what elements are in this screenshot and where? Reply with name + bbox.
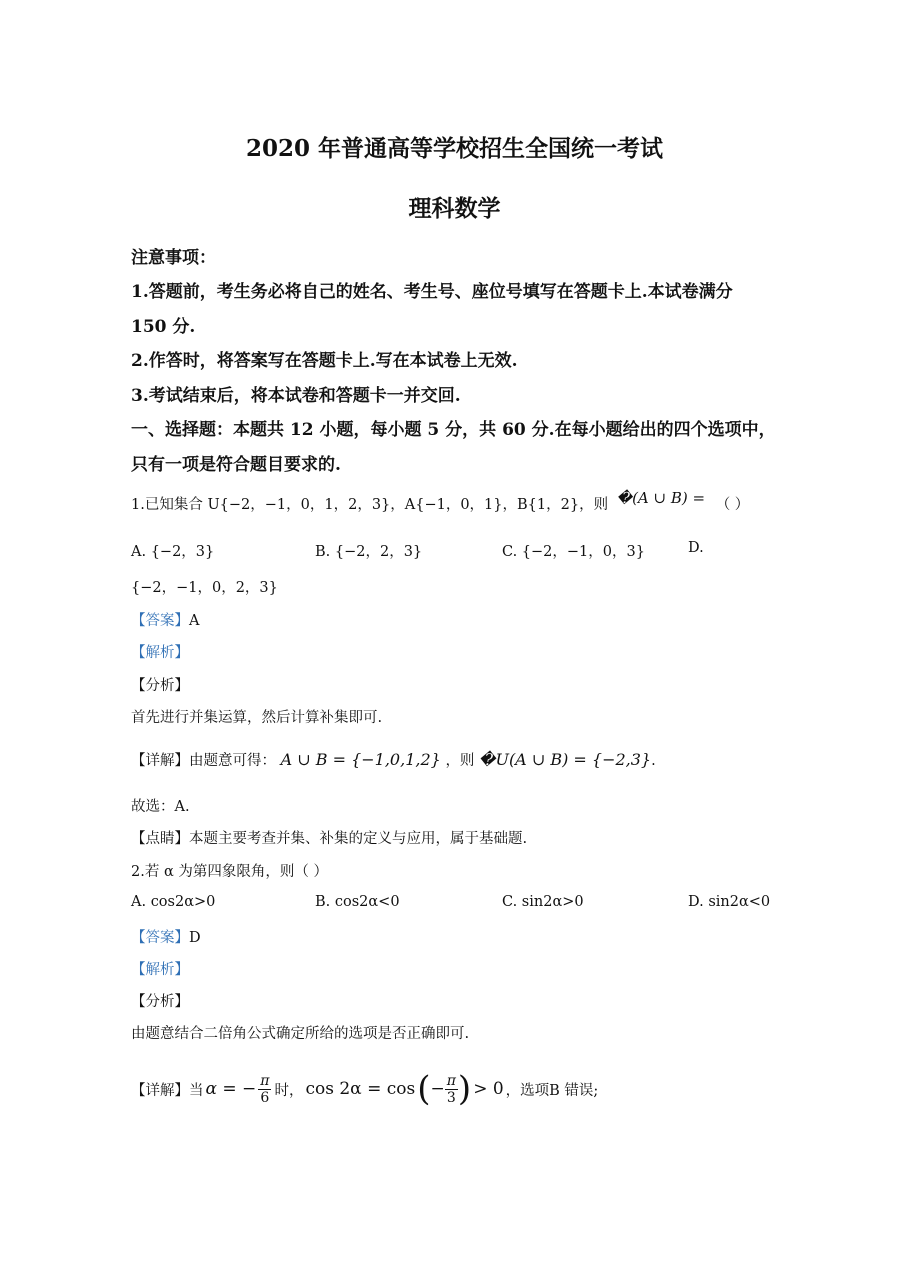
notice-heading: 注意事项： — [131, 248, 216, 268]
q2-frac-den-2: 3 — [446, 1089, 456, 1106]
q2-frac-num: π — [260, 1072, 270, 1089]
q1-stem-math: �(A ∪ B) = — [616, 489, 706, 507]
q1-xiangjie-math2: �U(A ∪ B) = {−2,3} — [479, 750, 652, 769]
page-subtitle: 理科数学 — [408, 195, 501, 222]
q2-answer-value: D — [189, 930, 201, 946]
q2-fenxi: 由题意结合二倍角公式确定所给的选项是否正确即可. — [131, 1026, 470, 1042]
q2-minus: − — [430, 1079, 445, 1099]
q1-xiangjie-math1: A ∪ B = {−1,0,1,2} — [280, 750, 441, 769]
q2-right-paren: ) — [457, 1069, 472, 1109]
q2-fenxi-tag: 【分析】 — [131, 994, 189, 1010]
q2-option-a: A. cos2α>0 — [131, 894, 216, 910]
q2-answer — [131, 926, 201, 947]
q1-dianjing: 【点睛】本题主要考查并集、补集的定义与应用，属于基础题. — [131, 831, 528, 847]
q2-frac-pi-6 — [258, 1073, 271, 1106]
q1-answer-value: A — [189, 613, 200, 629]
q2-gt0: > 0 — [473, 1079, 504, 1099]
q1-option-b: B. {−2，2，3} — [315, 544, 423, 560]
q1-guxuan: 故选：A. — [131, 799, 190, 815]
q1-option-c: C. {−2，−1，0，3} — [502, 544, 645, 560]
q1-fenxi: 首先进行并集运算，然后计算补集即可. — [131, 710, 383, 726]
q1-answer-tag: 【答案】 — [131, 613, 189, 629]
q1-xiangjie-tag: 【详解】由题意可得： — [131, 753, 276, 769]
section-heading: 一、选择题：本题共 12 小题，每小题 5 分，共 60 分.在每小题给出的四个选项中， — [131, 420, 776, 440]
notice-item-3: 3.考试结束后，将本试卷和答题卡一并交回. — [131, 386, 461, 406]
q1-option-d-cont: {−2，−1，0，2，3} — [131, 580, 278, 596]
q1-option-a: A. {−2，3} — [131, 544, 215, 560]
q1-stem-paren: （ ） — [715, 497, 750, 513]
q2-xiangjie-tag: 【详解】当 — [131, 1082, 204, 1099]
q2-cos-expr: cos 2α = cos — [305, 1079, 416, 1099]
section-heading-cont: 只有一项是符合题目要求的. — [131, 455, 341, 475]
q1-xiangjie-mid: ，则 — [445, 753, 475, 769]
q2-option-c: C. sin2α>0 — [502, 894, 584, 910]
q2-option-b: B. cos2α<0 — [315, 894, 400, 910]
notice-item-2: 2.作答时，将答案写在答题卡上.写在本试卷上无效. — [131, 351, 518, 371]
q1-stem-text: 1.已知集合 U{−2，−1，0，1，2，3}，A{−1，0，1}，B{1，2}，则 — [131, 497, 609, 513]
q2-frac-num-2: π — [446, 1072, 456, 1089]
q2-alpha-eq: α = − — [205, 1079, 257, 1099]
q1-stem — [131, 489, 750, 514]
q2-tail: ，选项B 错误; — [505, 1082, 599, 1099]
q1-xiangjie — [131, 749, 656, 770]
q1-answer — [131, 609, 199, 630]
q2-left-paren: ( — [417, 1069, 431, 1109]
page-title: 2020 年普通高等学校招生全国统一考试 — [245, 135, 664, 162]
q2-answer-tag: 【答案】 — [131, 930, 189, 946]
q1-xiangjie-end: . — [651, 753, 656, 769]
q2-jiexi-tag: 【解析】 — [131, 962, 189, 978]
q2-xiangjie — [131, 1064, 598, 1114]
q1-option-d: D. — [688, 540, 704, 556]
q2-frac-pi-3 — [445, 1073, 458, 1106]
q2-frac-den: 6 — [260, 1089, 270, 1106]
q1-jiexi-tag: 【解析】 — [131, 645, 189, 661]
q2-option-d: D. sin2α<0 — [688, 894, 771, 910]
q2-stem: 2.若 α 为第四象限角，则（ ） — [131, 864, 328, 880]
notice-item-1: 1.答题前，考生务必将自己的姓名、考生号、座位号填写在答题卡上.本试卷满分 — [131, 282, 733, 302]
q1-fenxi-tag: 【分析】 — [131, 678, 189, 694]
notice-item-1-cont: 150 分. — [131, 317, 196, 337]
q2-shi: 时， — [274, 1082, 304, 1099]
